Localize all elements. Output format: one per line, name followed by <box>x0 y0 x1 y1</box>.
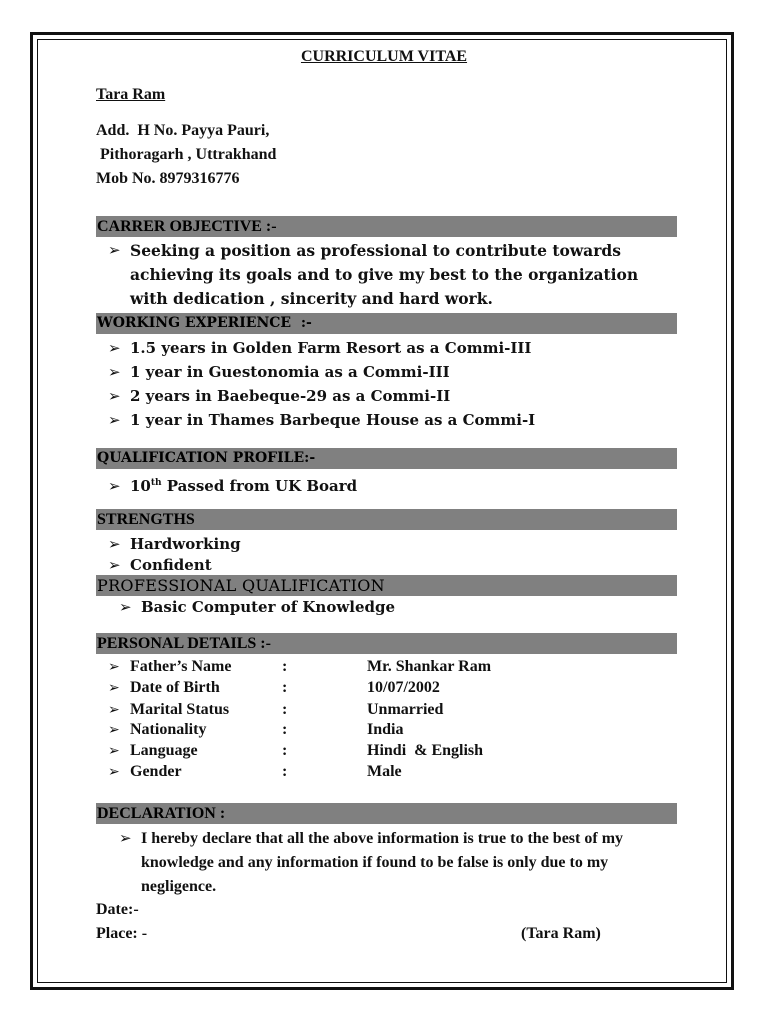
personal-value: India <box>367 721 404 738</box>
professional-item: Basic Computer of Knowledge <box>141 598 396 616</box>
date-label: Date:- <box>96 901 139 918</box>
experience-item: 1 year in Thames Barbeque House as a Commi-I <box>130 411 536 429</box>
bullet-arrow-icon: ➢ <box>108 743 120 759</box>
personal-label-text: Language <box>130 742 198 759</box>
bullet-arrow-icon: ➢ <box>108 339 121 357</box>
personal-value: Male <box>367 763 402 780</box>
bullet-arrow-icon: ➢ <box>108 387 121 405</box>
objective-text: Seeking a position as professional to contribute towards achieving its goals and to give my best to the organization with dedication , sincerity and hard work. <box>130 241 639 308</box>
list-item <box>108 553 212 577</box>
personal-label <box>108 679 220 697</box>
personal-label-text: Date of Birth <box>130 679 220 696</box>
personal-label-text: Gender <box>130 763 182 780</box>
section-heading-experience: WORKING EXPERIENCE :- <box>96 313 677 334</box>
personal-label-text: Father’s Name <box>130 658 232 675</box>
section-heading-declaration: DECLARATION : <box>96 803 677 824</box>
personal-label <box>108 701 229 719</box>
qualification-ordinal: th <box>150 478 162 488</box>
place-label: Place: - <box>96 925 148 942</box>
signature-name: (Tara Ram) <box>521 925 601 942</box>
bullet-arrow-icon: ➢ <box>108 680 120 696</box>
mobile-number: Mob No. 8979316776 <box>96 170 240 187</box>
qualification-number: 10 <box>130 477 151 495</box>
bullet-arrow-icon: ➢ <box>108 702 120 718</box>
document-title: CURRICULUM VITAE <box>300 48 468 65</box>
section-heading-professional: PROFESSIONAL QUALIFICATION <box>96 575 677 596</box>
section-heading-strengths: STRENGTHS <box>96 509 677 530</box>
personal-separator: : <box>282 721 288 738</box>
personal-label <box>108 721 206 739</box>
experience-item: 1 year in Guestonomia as a Commi-III <box>130 363 450 381</box>
address-line-2: Pithoragarh , Uttrakhand <box>96 146 277 163</box>
personal-separator: : <box>282 701 288 718</box>
applicant-name: Tara Ram <box>96 86 166 103</box>
personal-label <box>108 763 182 781</box>
bullet-arrow-icon: ➢ <box>119 598 132 616</box>
bullet-arrow-icon: ➢ <box>108 535 121 553</box>
bullet-arrow-icon: ➢ <box>108 363 121 381</box>
section-heading-personal: PERSONAL DETAILS :- <box>96 633 677 654</box>
list-item <box>119 595 395 619</box>
personal-label-text: Marital Status <box>130 701 230 718</box>
personal-value: Unmarried <box>367 701 444 718</box>
list-item <box>108 360 450 384</box>
strength-item: Hardworking <box>130 535 241 553</box>
personal-value: Mr. Shankar Ram <box>367 658 492 675</box>
personal-label <box>108 742 198 760</box>
section-heading-qualification: QUALIFICATION PROFILE:- <box>96 448 677 469</box>
list-item <box>108 336 531 360</box>
list-item <box>108 384 450 408</box>
personal-separator: : <box>282 679 288 696</box>
bullet-arrow-icon: ➢ <box>119 829 132 847</box>
personal-value: Hindi & English <box>367 742 484 759</box>
qualification-text: Passed from UK Board <box>161 477 358 495</box>
list-item <box>108 471 357 498</box>
personal-value: 10/07/2002 <box>367 679 440 696</box>
section-heading-objective: CARRER OBJECTIVE :- <box>96 216 677 237</box>
personal-label-text: Nationality <box>130 721 207 738</box>
experience-item: 1.5 years in Golden Farm Resort as a Commi-III <box>130 339 532 357</box>
bullet-arrow-icon: ➢ <box>108 556 121 574</box>
bullet-arrow-icon: ➢ <box>108 659 120 675</box>
list-item <box>108 408 535 432</box>
experience-item: 2 years in Baebeque-29 as a Commi-II <box>130 387 451 405</box>
personal-label <box>108 658 231 676</box>
personal-separator: : <box>282 658 288 675</box>
bullet-arrow-icon: ➢ <box>108 411 121 429</box>
personal-separator: : <box>282 763 288 780</box>
bullet-arrow-icon: ➢ <box>108 477 121 495</box>
declaration-text: I hereby declare that all the above information is true to the best of my knowledge and any information if found to be false is only due to my negligence. <box>141 830 624 895</box>
bullet-arrow-icon: ➢ <box>108 241 121 259</box>
personal-separator: : <box>282 742 288 759</box>
bullet-arrow-icon: ➢ <box>108 722 120 738</box>
strength-item: Confident <box>130 556 212 574</box>
bullet-arrow-icon: ➢ <box>108 764 120 780</box>
address-line-1: Add. H No. Payya Pauri, <box>96 122 270 139</box>
